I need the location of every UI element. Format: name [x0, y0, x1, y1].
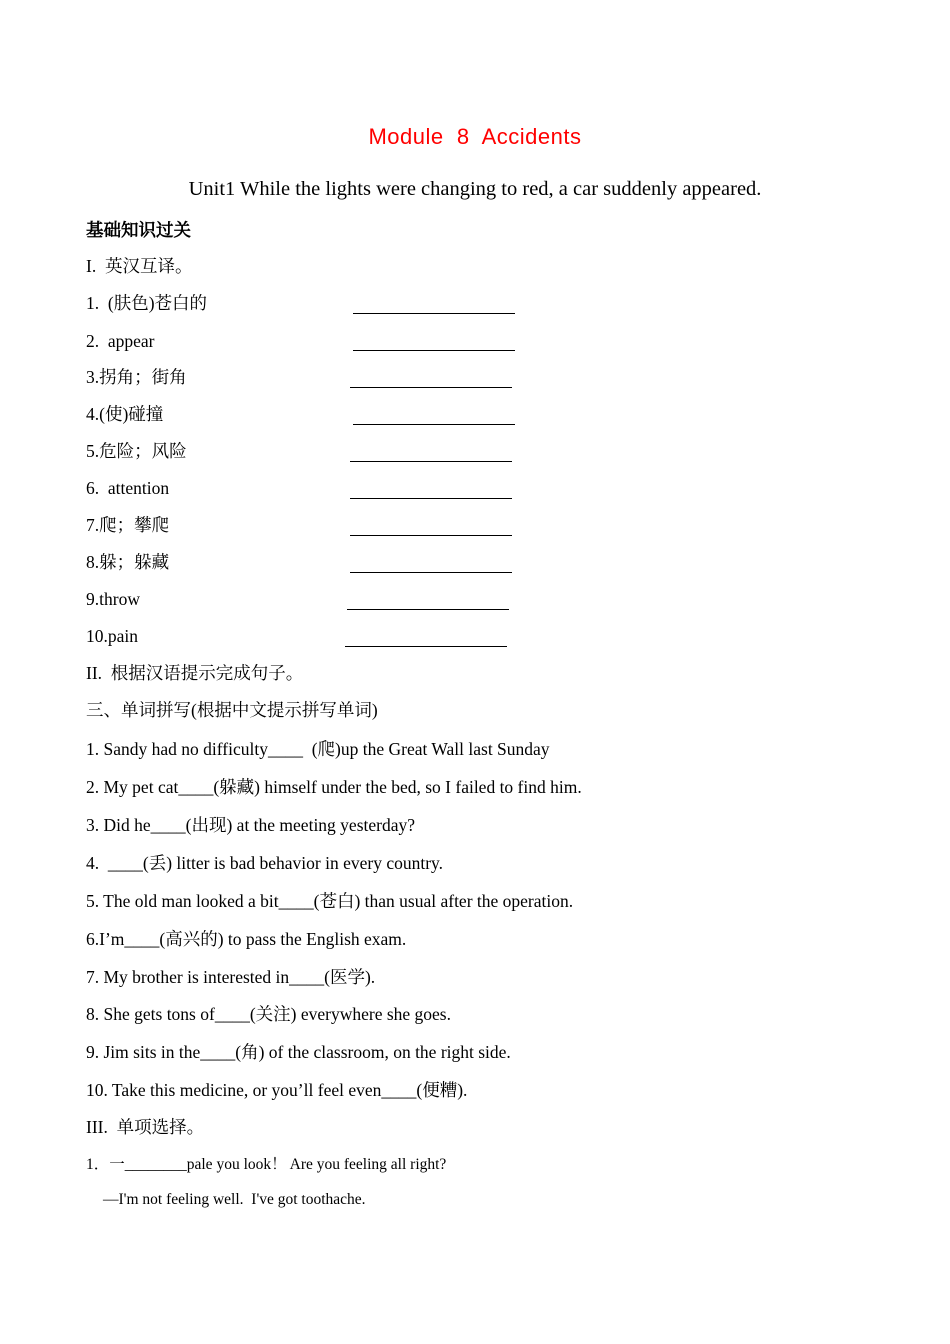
- module-title: Module 8 Accidents: [368, 124, 582, 149]
- vocab-item: 5.危险；风险: [86, 441, 187, 461]
- vocab-item: 7.爬；攀爬: [86, 515, 170, 535]
- mc-question-1: 1．一________pale you look！ Are you feeling all right?: [86, 1156, 447, 1173]
- part2-heading: II. 根据汉语提示完成句子。: [86, 663, 304, 683]
- answer-blank[interactable]: [350, 461, 512, 462]
- vocab-item: 8.躲；躲藏: [86, 552, 170, 572]
- vocab-item: 6. attention: [86, 478, 170, 498]
- answer-blank[interactable]: [353, 350, 515, 351]
- answer-blank[interactable]: [350, 572, 512, 573]
- spelling-item: 3. Did he____(出现) at the meeting yesterday?: [86, 815, 415, 835]
- spelling-item: 10. Take this medicine, or you’ll feel even____(便糟).: [86, 1080, 468, 1100]
- vocab-item: 10.pain: [86, 626, 139, 646]
- vocab-item: 1. (肤色)苍白的: [86, 293, 208, 313]
- answer-blank[interactable]: [353, 424, 515, 425]
- mc-question-1-reply: —I'm not feeling well. I've got toothache.: [103, 1191, 366, 1208]
- spelling-item: 5. The old man looked a bit____(苍白) than usual after the operation.: [86, 891, 574, 911]
- vocab-item: 2. appear: [86, 331, 155, 351]
- part4-heading: III. 单项选择。: [86, 1117, 205, 1137]
- vocab-item: 9.throw: [86, 589, 140, 609]
- answer-blank[interactable]: [353, 313, 515, 314]
- vocab-item: 3.拐角；街角: [86, 367, 187, 387]
- part1-heading: I. 英汉互译。: [86, 256, 193, 276]
- unit-subtitle: Unit1 While the lights were changing to red, a car suddenly appeared.: [188, 178, 762, 200]
- section-heading: 基础知识过关: [86, 220, 191, 240]
- spelling-item: 4. ____(丢) litter is bad behavior in every country.: [86, 853, 444, 873]
- vocab-item: 4.(使)碰撞: [86, 404, 164, 424]
- answer-blank[interactable]: [350, 535, 512, 536]
- answer-blank[interactable]: [345, 646, 507, 647]
- spelling-item: 1. Sandy had no difficulty____ (爬)up the Great Wall last Sunday: [86, 739, 550, 759]
- answer-blank[interactable]: [350, 387, 512, 388]
- spelling-item: 8. She gets tons of____(关注) everywhere she goes.: [86, 1004, 451, 1024]
- spelling-item: 7. My brother is interested in____(医学).: [86, 967, 376, 987]
- answer-blank[interactable]: [350, 498, 512, 499]
- spelling-item: 6.I’m____(高兴的) to pass the English exam.: [86, 929, 407, 949]
- answer-blank[interactable]: [347, 609, 509, 610]
- spelling-item: 9. Jim sits in the____(角) of the classroom, on the right side.: [86, 1042, 511, 1062]
- spelling-item: 2. My pet cat____(躲藏) himself under the bed, so I failed to find him.: [86, 777, 582, 797]
- part3-heading: 三、单词拼写(根据中文提示拼写单词): [86, 700, 378, 720]
